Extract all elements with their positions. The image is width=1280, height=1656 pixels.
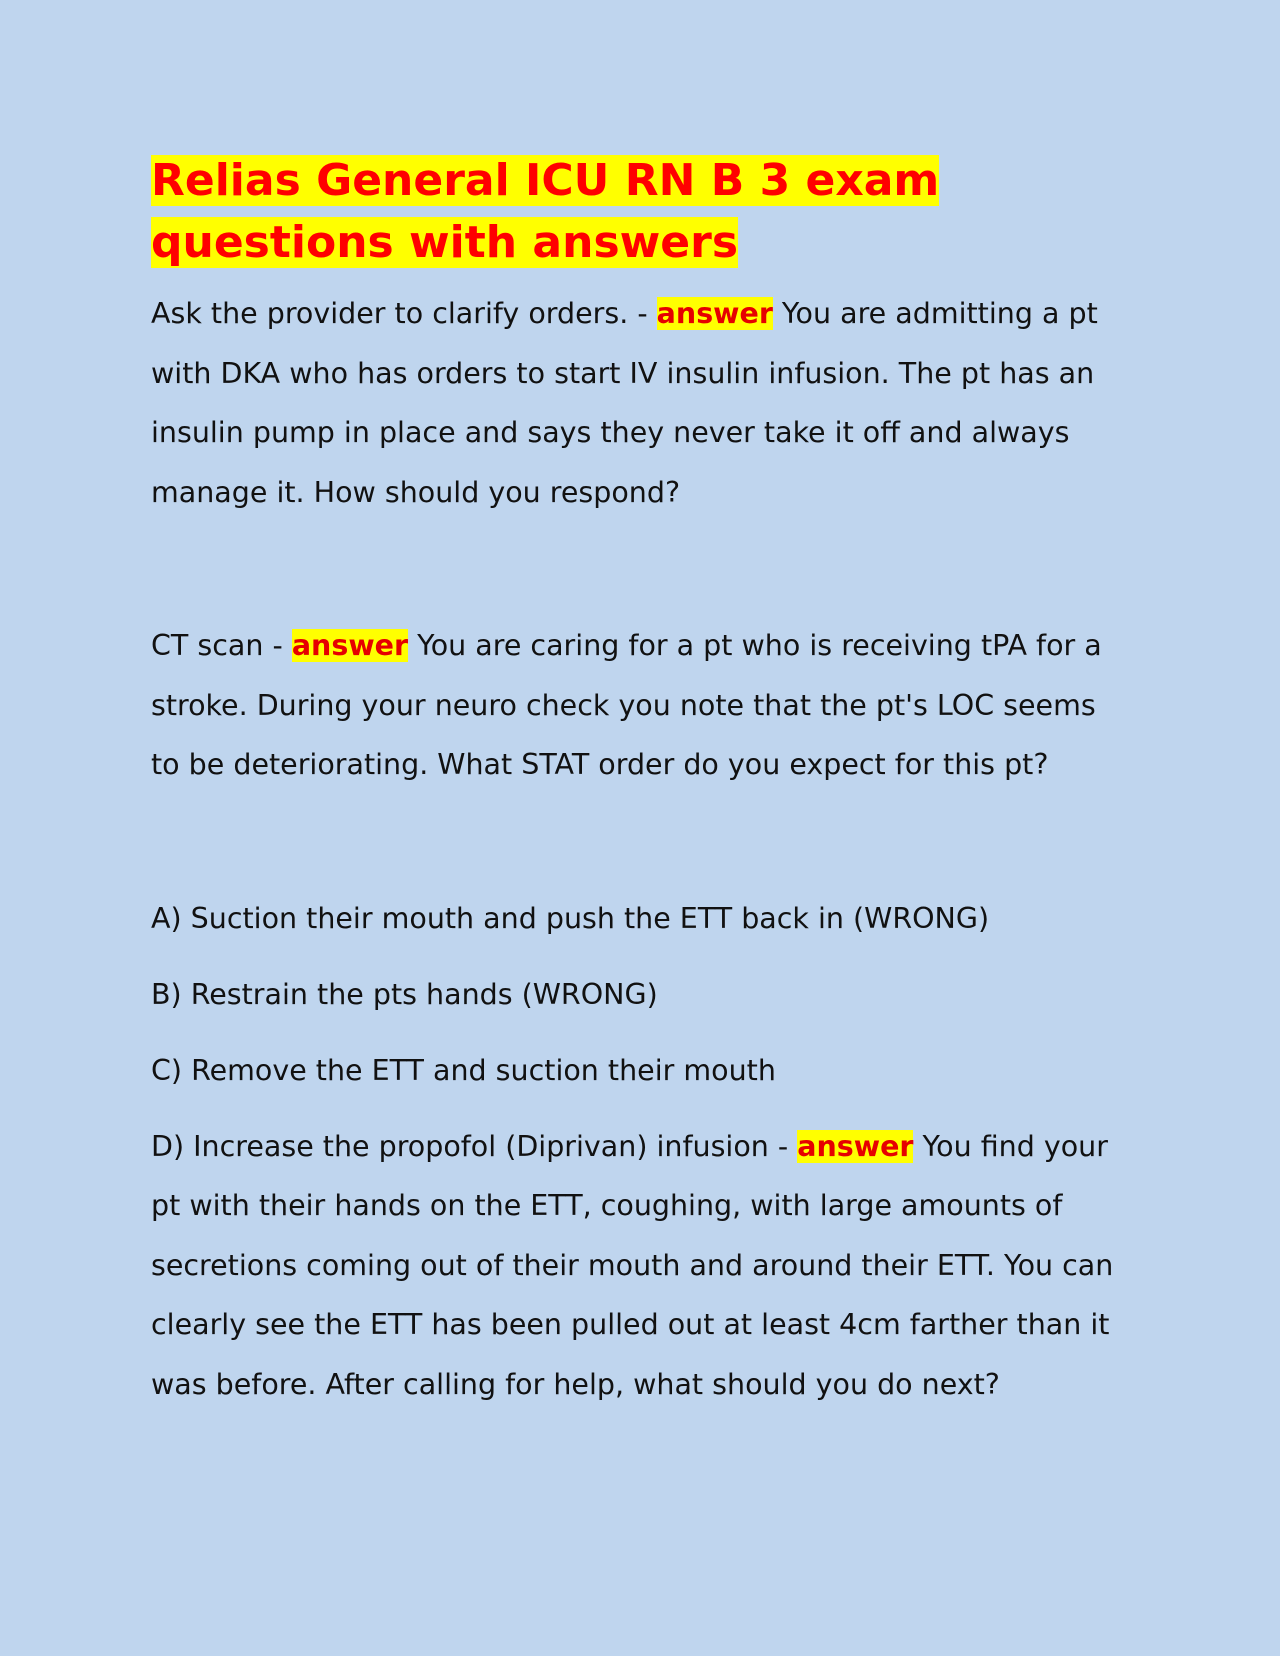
option-a: A) Suction their mouth and push the ETT back in (WRONG) xyxy=(151,901,990,935)
qa-item-1-question: You are admitting a pt with DKA who has orders to start IV insulin infusion. The pt has an insulin pump in place and says they never take it off and always manage it. How should you respond? xyxy=(151,297,1098,509)
option-b: B) Restrain the pts hands (WRONG) xyxy=(151,977,658,1011)
answer-label-2: answer xyxy=(291,629,409,662)
qa-item-2-question: You are caring for a pt who is receiving tPA for a stroke. During your neuro check you note that the pt's LOC seems to be deteriorating. What STAT order do you expect for this pt? xyxy=(151,629,1102,781)
option-d-question: You find your pt with their hands on the ETT, coughing, with large amounts of secretions coming out of their mouth and around their ETT. You can clearly see the ETT has been pulled out at least 4cm farther than it was before. After calling for help, what should you do next? xyxy=(151,1129,1114,1401)
qa-item-2-answer: CT scan - xyxy=(151,629,292,662)
answer-label-3: answer xyxy=(797,1129,914,1163)
page-title xyxy=(151,150,1131,274)
document-body xyxy=(151,150,1131,1414)
option-c: C) Remove the ETT and suction their mouth xyxy=(151,1053,776,1087)
options-list xyxy=(151,889,1131,1415)
qa-item-1-answer: Ask the provider to clarify orders. - xyxy=(151,297,657,330)
qa-item-1 xyxy=(151,284,1131,522)
option-d-text: D) Increase the propofol (Diprivan) infusion - xyxy=(151,1129,798,1163)
answer-label-1: answer xyxy=(656,297,773,330)
qa-item-2 xyxy=(151,616,1131,795)
page-title-text: Relias General ICU RN B 3 exam questions with answers xyxy=(151,155,940,268)
option-d xyxy=(151,1117,1131,1415)
